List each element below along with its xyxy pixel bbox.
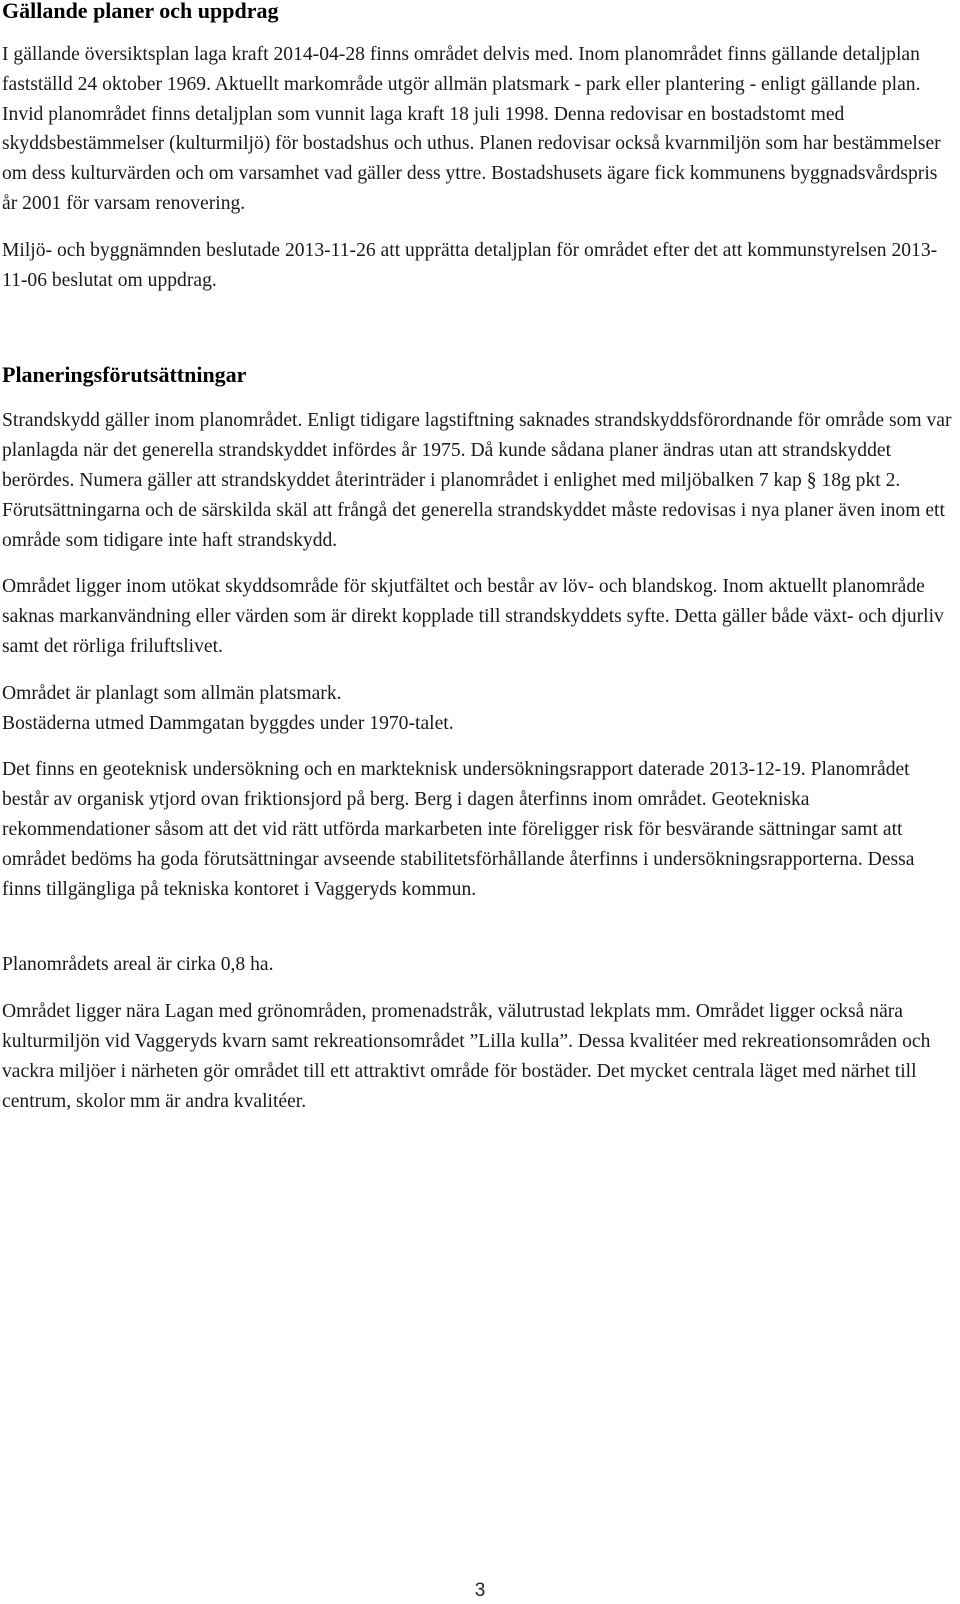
paragraph-geoteknik: Det finns en geoteknisk undersökning och en markteknisk undersökningsrapport daterade 2013-12-19. Planområdet består av organisk ytjord ovan friktionsjord på berg. Berg i dagen återfinns inom området. Geotekniska rekommendationer såsom att det vid rätt utförda markarbeten inte föreligger risk för besvärande sättningar samt att området bedöms ha goda förutsättningar avseende stabilitetsförhållande återfinns i undersökningsrapporterna. Dessa finns tillgängliga på tekniska kontoret i Vaggeryds kommun.: [2, 759, 915, 900]
section-heading-planer: Gällande planer och uppdrag: [2, 0, 279, 23]
paragraph-platsmark: Området är planlagt som allmän platsmark.: [2, 682, 342, 704]
paragraph-areal: Planområdets areal är cirka 0,8 ha.: [2, 954, 274, 976]
paragraph-omgivning: Området ligger nära Lagan med grönområden, promenadstråk, välutrustad lekplats mm. Området ligger också nära kulturmiljön vid Vaggeryds kvarn samt rekreationsområdet ”Lilla kulla”. Dessa kvalitéer med rekreationsområden och vackra miljöer i närheten gör området till ett attraktivt område för bostäder. Det mycket centrala läget med närhet till centrum, skolor mm är andra kvalitéer.: [2, 1001, 931, 1112]
paragraph-bostader: Bostäderna utmed Dammgatan byggdes under 1970-talet.: [2, 712, 454, 734]
page-content: [2, 0, 952, 1116]
paragraph-uppdrag: Miljö- och byggnämnden beslutade 2013-11-26 att upprätta detaljplan för området efter det att kommunstyrelsen 2013-11-06 beslutat om uppdrag.: [2, 239, 938, 291]
page-number: 3: [474, 1580, 486, 1601]
paragraph-gallande-planer: I gällande översiktsplan laga kraft 2014-04-28 finns området delvis med. Inom planområdet finns gällande detaljplan fastställd 24 oktober 1969. Aktuellt markområde utgör allmän platsmark - park eller plantering - enligt gällande plan. Invid planområdet finns detaljplan som vunnit laga kraft 18 juli 1998. Denna redovisar en bostadstomt med skyddsbestämmelser (kulturmiljö) för bostadshus och uthus. Planen redovisar också kvarnmiljön som har bestämmelser om dess kulturvärden och om varsamhet vad gäller dess yttre. Bostadshusets ägare fick kommunens byggnadsvårdspris år 2001 för varsam renovering.: [2, 44, 941, 214]
section-heading-planeringsforutsattningar: Planeringsförutsättningar: [2, 362, 247, 388]
paragraph-strandskydd: Strandskydd gäller inom planområdet. Enligt tidigare lagstiftning saknades strandskyddsförordnande för område som var planlagda när det generella strandskyddet infördes år 1975. Då kunde sådana planer ändras utan att strandskyddet berördes. Numera gäller att strandskyddet återinträder i planområdet i enlighet med miljöbalken 7 kap § 18g pkt 2. Förutsättningarna och de särskilda skäl att frångå det generella strandskyddet måste redovisas i nya planer även inom ett område som tidigare inte haft strandskydd.: [2, 410, 952, 551]
paragraph-skyddsomrade: Området ligger inom utökat skyddsområde för skjutfältet och består av löv- och blandskog. Inom aktuellt planområde saknas markanvändning eller värden som är direkt kopplade till strandskyddets syfte. Detta gäller både växt- och djurliv samt det rörliga friluftslivet.: [2, 576, 944, 657]
